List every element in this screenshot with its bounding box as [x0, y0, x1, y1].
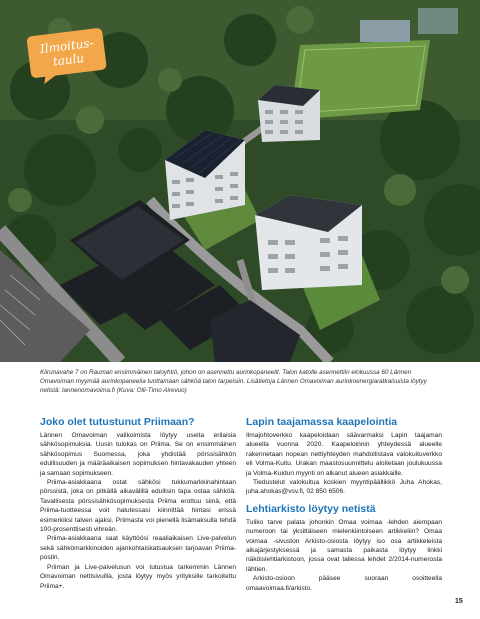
priima-heading: Joko olet tutustunut Priimaan?	[40, 416, 195, 428]
cabling-paragraph: Tiedustelut valokuitua koskien myyntipäällikkö Juha Ahokas, juha.ahokas@vsv.fi, 02 850 6506.	[246, 479, 442, 496]
priima-paragraph: Priiman ja Live-palvelusun voi tutustua tarkemmin Lännen Omavoiman nettisivuilla, josta löytyy myös yrityksille tarkoitettu Priima+.	[40, 563, 236, 590]
badge-line-1: Ilmoitus-	[39, 35, 95, 57]
priima-paragraph: Lännen Omavoiman valikoimista löytyy useita erilaisia sähkösopimuksia. Uusin tulokas on Priima. Se on ensimmäinen sähkösopimus Suomessa, joka yhdistää pörssisähkön edullisuuden ja määräaikaisen sopimuksen hintavakauden yhteen ja samaan sopimukseen.	[40, 432, 236, 477]
photo-caption: Kiirunavahe 7 on Rauman ensimmäinen taloyhtiö, johon on asennettu aurinkopaneelit. Talon katolle asennettiin elokuussa 60 Lännen Omavoiman myymää aurinkopaneelia tuottamaan sähköä talon tarpeisiin. Lisätietoja Lännen Omavoiman aurinkoenergiaratkaisuista löytyy netistä: lannenomavoima.fi (Kuva: Olli-Timo Airevuo)	[40, 369, 427, 394]
badge-line-2: taulu	[52, 50, 85, 69]
archive-paragraph: Tuliko tarve palata johonkin Omaa voimaa -lehden aiempaan numeroon tai yksittäiseen mielenkiintoiseen artikkeliin? Omaa voimaa -sivuston Arkisto-osiosta löytyy iso osa artikkeleista aikajärjestyksessä ja samasta paikasta löytyy linkki näköislehtiarkistoon, jossa ovat tallessa lehdet 2/2014-numerosta lähtien.	[246, 518, 442, 573]
cabling-heading: Lapin taajamassa kaapelointia	[246, 416, 398, 428]
priima-paragraph: Priima-asiakkaana ostat sähkösi tukkumarkkinahintaan pörssistä, joka on pitkällä aikavälillä edullisin tapa ostaa sähköä. Tavallisesta pörssisähkösopimuksesta Priima erottuu siinä, että Priima-tuotteessa voit halutessasi kiinnittää hintasi erissä esimerkiksi talven ajaksi. Priimasta voi pienellä lisämaksulla tehdä 100-prosenttisesti vihreän.	[40, 479, 236, 534]
right-column	[246, 416, 442, 593]
page-number: 15	[455, 598, 463, 605]
priima-paragraph: Priima-asiakkaana saat käyttöösi reaaliaikaisen Live-palvelun sekä sähkömarkkinoiden ajankohtaiskatsauksen tarjoavan Priima-postin.	[40, 535, 236, 562]
left-column	[40, 416, 236, 591]
cabling-paragraph: Ilmajohtoverkko kaapeloidaan säävarmaksi Lapin taajaman alueella vuonna 2020. Kaapeloinnin yhteydessä alueelle rakennetaan nopean nettiyhteyden mahdollistava valokuituverkko eli Volma-Kuitu. Urakan maastosuunnittelu aloitetaan joulukuussa ja Volma-Kuidun myynti on alkanut alueen asiakkaille.	[246, 432, 442, 477]
archive-paragraph: Arkisto-osioon pääsee suoraan osoitteella omaavoimaa.fi/arkisto.	[246, 575, 442, 592]
archive-heading: Lehtiarkisto löytyy netistä	[246, 502, 376, 515]
notice-board-badge	[24, 25, 110, 86]
